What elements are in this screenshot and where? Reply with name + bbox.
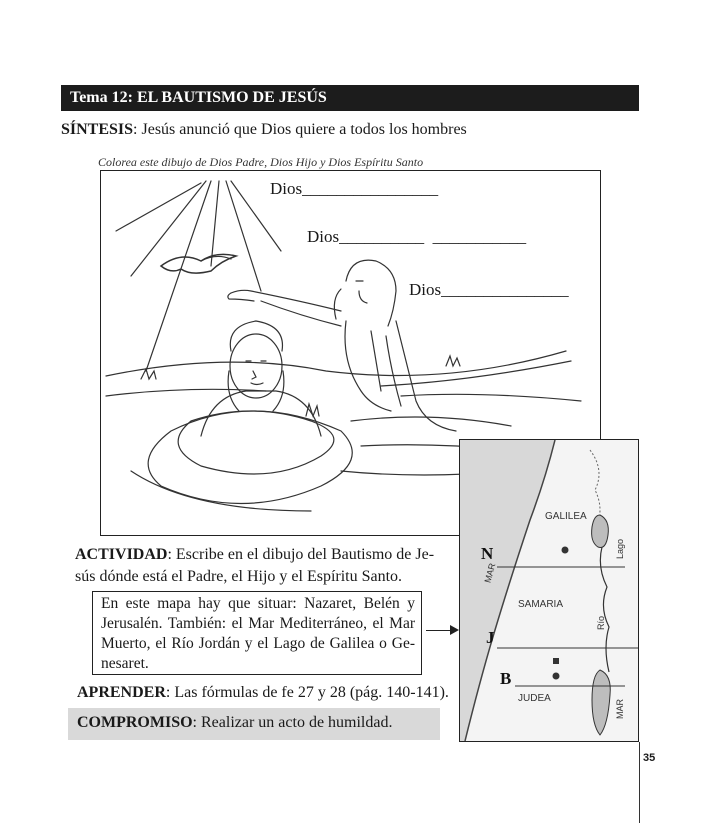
- map-label-galilea: GALILEA: [545, 511, 587, 522]
- map-letter-n: N: [481, 544, 494, 563]
- map-letter-b: B: [500, 669, 512, 688]
- map-letter-j: J: [486, 628, 495, 647]
- compromiso-text: : Realizar un acto de humildad.: [192, 714, 393, 731]
- actividad-text: : Escribe en el dibujo del Bautismo de Je-sús dónde está el Padre, el Hijo y el Espíritu Santo.: [75, 546, 435, 585]
- page-number: 35: [643, 752, 656, 764]
- page-title: Tema 12: EL BAUTISMO DE JESÚS: [61, 85, 639, 111]
- compromiso-section: [68, 708, 440, 740]
- actividad-section: [75, 544, 445, 588]
- compromiso-label: COMPROMISO: [77, 714, 193, 731]
- dios-blank-3[interactable]: Dios_______________: [409, 280, 569, 299]
- sintesis-text: : Jesús anunció que Dios quiere a todos los hombres: [133, 121, 467, 138]
- arrow-line: [426, 630, 452, 631]
- actividad-label: ACTIVIDAD: [75, 546, 168, 563]
- aprender-text: : Las fórmulas de fe 27 y 28 (pág. 140-141).: [165, 684, 449, 701]
- sintesis-label: SÍNTESIS: [61, 121, 134, 138]
- map-instructions-box: En este mapa hay que situar: Nazaret, Belén y Jerusalén. También: el Mar Mediterráneo, el Mar Muerto, el Río Jordán y el Lago de Galilea o Ge-nesaret.: [92, 591, 422, 675]
- dios-blank-2[interactable]: Dios__________ ___________: [307, 227, 527, 246]
- aprender-label: APRENDER: [77, 684, 166, 701]
- map-label-samaria: SAMARIA: [518, 599, 564, 610]
- palestine-map: [459, 439, 639, 742]
- arrow-right-icon: [450, 625, 459, 635]
- map-label-mar-left: MAR: [482, 562, 498, 584]
- map-label-mar-right: MAR: [615, 699, 625, 719]
- aprender-section: [77, 684, 449, 702]
- map-label-lago: Lago: [615, 538, 626, 560]
- map-label-judea: JUDEA: [518, 693, 551, 704]
- dios-blank-1[interactable]: Dios________________: [270, 179, 439, 198]
- sintesis-line: [61, 121, 467, 139]
- map-label-rio: Río: [596, 615, 607, 631]
- page-rule: [639, 742, 640, 823]
- drawing-caption: Colorea este dibujo de Dios Padre, Dios Hijo y Dios Espíritu Santo: [98, 155, 424, 169]
